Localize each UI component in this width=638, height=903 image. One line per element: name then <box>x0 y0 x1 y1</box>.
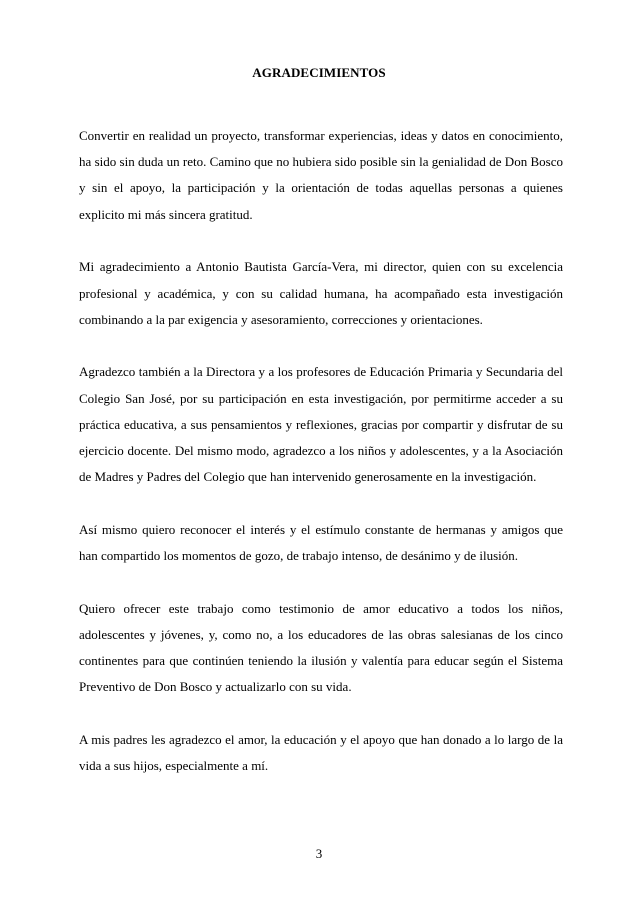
paragraph-parents: A mis padres les agradezco el amor, la educación y el apoyo que han donado a lo largo de la vida a sus hijos, especialmente a mí. <box>79 732 563 774</box>
paragraph-director: Mi agradecimiento a Antonio Bautista García-Vera, mi director, quien con su excelencia profesional y académica, y con su calidad humana, ha acompañado esta investigación combinando a la par exigencia y asesoramiento, correcciones y orientaciones. <box>79 259 563 327</box>
paragraph-family-friends: Así mismo quiero reconocer el interés y el estímulo constante de hermanas y amigos que han compartido los momentos de gozo, de trabajo intenso, de desánimo y de ilusión. <box>79 521 563 564</box>
page-number: 3 <box>315 846 323 861</box>
acknowledgements-body <box>79 123 563 806</box>
paragraph-dedication: Quiero ofrecer este trabajo como testimonio de amor educativo a todos los niños, adolescentes y jóvenes, y, como no, a los educadores de las obras salesianas de los cinco continentes para que continúen teniendo la ilusión y valentía para educar según el Sistema Preventivo de Don Bosco y actualizarlo con su vida. <box>79 600 563 695</box>
paragraph-intro: Convertir en realidad un proyecto, transformar experiencias, ideas y datos en conocimiento, ha sido sin duda un reto. Camino que no hubiera sido posible sin la genialidad de Don Bosco y sin el apoyo, la participación y la orientación de todas aquellas personas a quienes explicito mi más sincera gratitud. <box>79 128 563 222</box>
paragraph-school: Agradezco también a la Directora y a los profesores de Educación Primaria y Secundaria del Colegio San José, por su participación en esta investigación, por permitirme acceder a su práctica educativa, a sus pensamientos y reflexiones, gracias por compartir y disfrutar de su ejercicio docente. Del mismo modo, agradezco a los niños y adolescentes, y a la Asociación de Madres y Padres del Colegio que han intervenido generosamente en la investigación. <box>79 364 563 485</box>
page-heading: AGRADECIMIENTOS <box>252 65 386 80</box>
